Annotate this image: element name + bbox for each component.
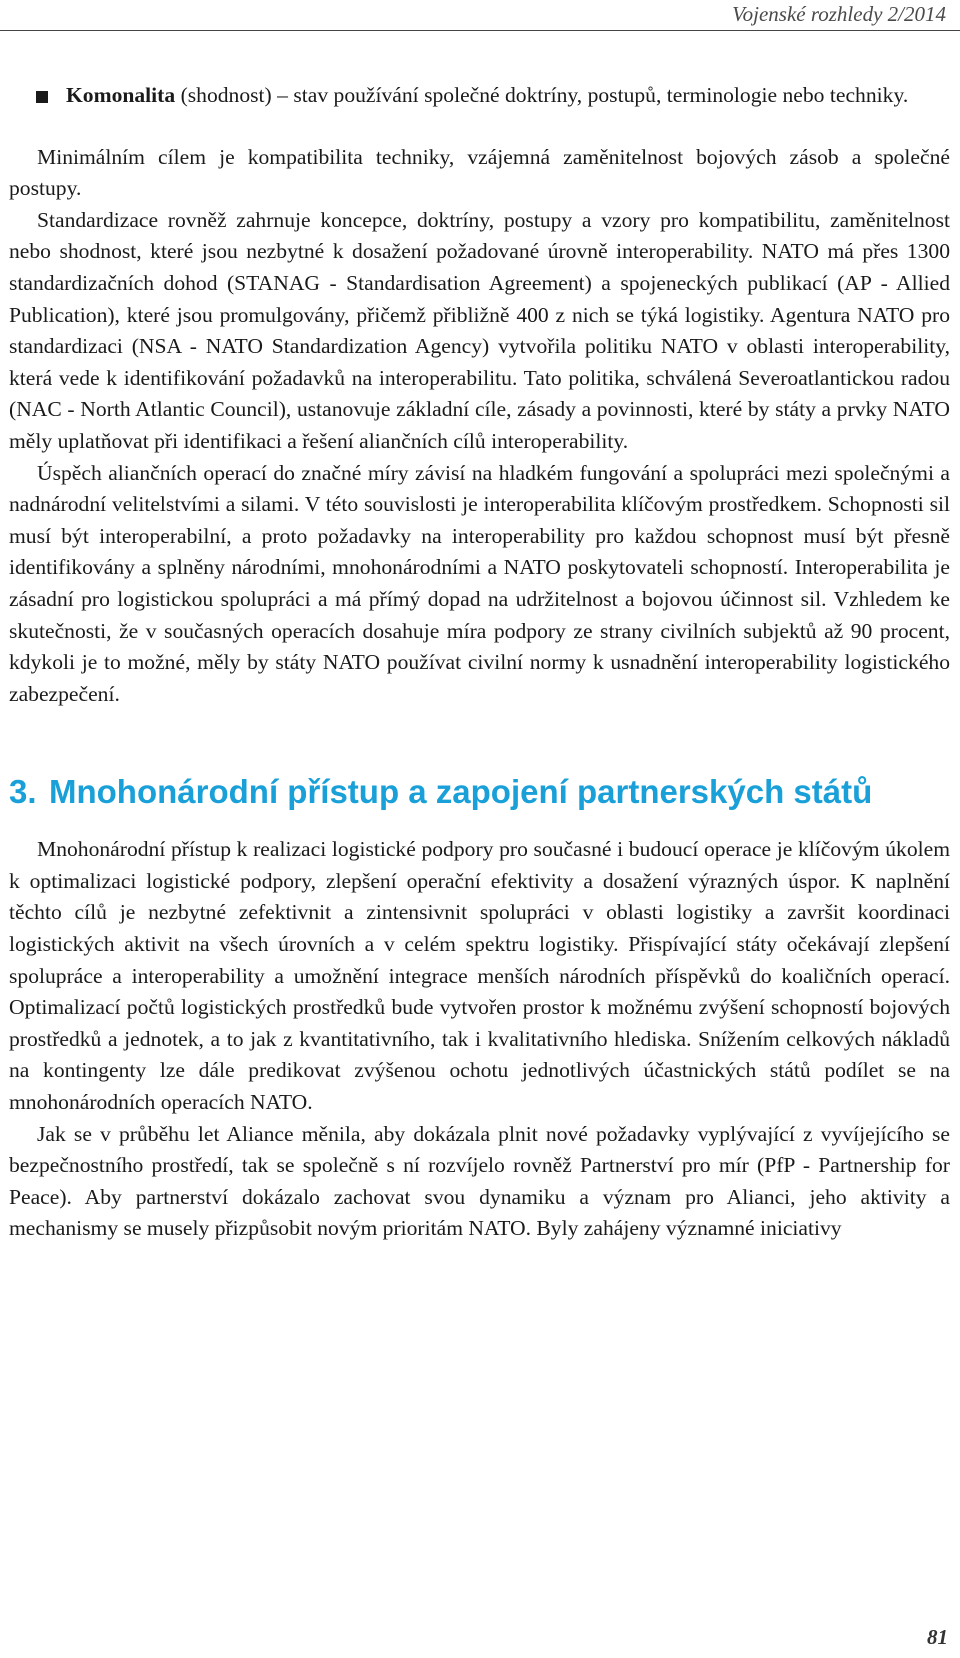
journal-title: Vojenské rozhledy 2/2014	[732, 2, 946, 26]
bullet-text: (shodnost) – stav používání společné doktríny, postupů, terminologie nebo techniky.	[175, 83, 909, 107]
paragraph: Jak se v průběhu let Aliance měnila, aby dokázala plnit nové požadavky vyplývající z vyvíjejícího se bezpečnostního prostředí, tak se společně s ní rozvíjelo rovněž Partnerství pro mír (PfP - Partnership for Peace). Aby partnerství dokázalo zachovat svou dynamiku a význam pro Alianci, jeho aktivity a mechanismy se musely přizpůsobit novým prioritám NATO. Byly zahájeny významné iniciativy	[9, 1121, 950, 1241]
page-number: 81	[927, 1625, 948, 1649]
bullet-item	[9, 80, 950, 112]
section-title: Mnohonárodní přístup a zapojení partnerských států	[49, 773, 873, 811]
bullet-term: Komonalita	[66, 83, 176, 107]
paragraph: Minimálním cílem je kompatibilita techniky, vzájemná zaměnitelnost bojových zásob a společné postupy.	[9, 144, 950, 201]
section-number: 3.	[9, 773, 37, 811]
paragraph: Mnohonárodní přístup k realizaci logistické podpory pro současné i budoucí operace je klíčovým úkolem k optimalizaci logistické podpory, zlepšení operační efektivity a dosažení výrazných úspor. K naplnění těchto cílů je nezbytné zefektivnit a zintensivnit spolupráci v oblasti logistiky a završit koordinaci logistických aktivit na všech úrovních a v celém spektru logistiky. Přispívající státy očekávají zlepšení spolupráce a interoperability a umožnění integrace menších národních příspěvků do koaličních operací. Optimalizací počtů logistických prostředků bude vytvořen prostor k možnému zvýšení schopností bojových prostředků a jednotek, a to jak z kvantitativního, tak i kvalitativního hlediska. Snížením celkových nákladů na kontingenty lze dále predikovat zvýšenou ochotu jednotlivých účastnických států podílet se na mnohonárodních operacích NATO.	[9, 837, 950, 1115]
paragraph: Standardizace rovněž zahrnuje koncepce, doktríny, postupy a vzory pro kompatibilitu, zaměnitelnost nebo shodnost, které jsou nezbytné k dosažení požadované úrovně interoperability. NATO má přes 1300 standardizačních dohod (STANAG - Standardisation Agreement) a spojeneckých publikací (AP - Allied Publication), které jsou promulgovány, přičemž přibližně 400 z nich se týká logistiky. Agentura NATO pro standardizaci (NSA - NATO Standardization Agency) vytvořila politiku NATO v oblasti interoperability, která vede k identifikování požadavků na interoperabilitu. Tato politika, schválená Severoatlantickou radou (NAC - North Atlantic Council), ustanovuje základní cíle, zásady a povinnosti, které by státy a prvky NATO měly uplatňovat při identifikaci a řešení aliančních cílů interoperability.	[9, 207, 950, 453]
article-body	[9, 80, 950, 1245]
section-heading	[9, 774, 950, 810]
running-header	[0, 0, 960, 31]
paragraph: Úspěch aliančních operací do značné míry závisí na hladkém fungování a spolupráci mezi společnými a nadnárodní velitelstvími a silami. V této souvislosti je interoperabilita klíčovým prostředkem. Schopnosti sil musí být interoperabilní, a proto požadavky na interoperability pro každou schopnost musí být přesně identifikovány a splněny národními, mnohonárodními a NATO poskytovateli schopností. Interoperabilita je zásadní pro logistickou spolupráci a má přímý dopad na udržitelnost a bojovou účinnost sil. Vzhledem ke skutečnosti, že v současných operacích dosahuje míra podpory ze strany civilních subjektů až 90 procent, kdykoli je to možné, měly by státy NATO používat civilní normy k usnadnění interoperability logistického zabezpečení.	[9, 460, 950, 706]
square-bullet-icon	[36, 91, 48, 103]
